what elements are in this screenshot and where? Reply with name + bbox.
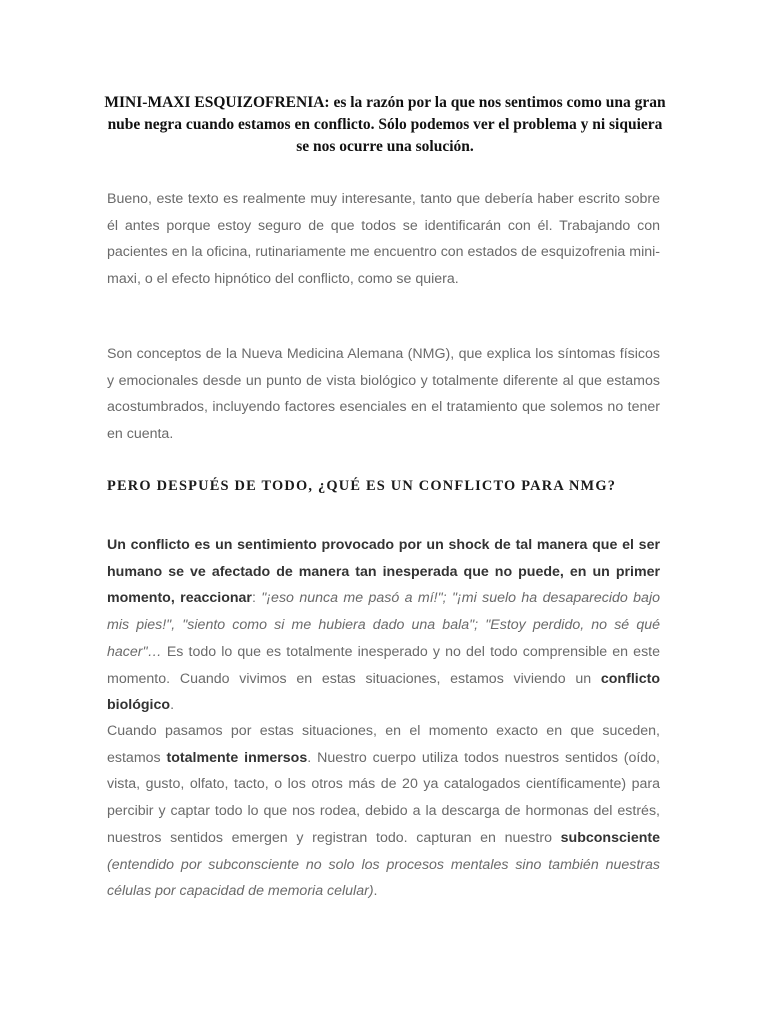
definition-bold-intro: Un conflicto es un sentimiento provocado por un shock de tal manera que el ser humano se ve afectado de manera tan inesperada que no puede, en un primer momento, reaccionar: [107, 537, 660, 607]
immersion-text-middle: . Nuestro cuerpo utiliza todos nuestros sentidos (oído, vista, gusto, olfato, tacto, o los otros más de 20 ya catalogados científicamente) para percibir y captar todo lo que nos rodea, debido a la descarga de hormonas del estrés, nuestros sentidos emergen y registran todo. capturan en nuestro: [107, 749, 661, 846]
immersion-period: .: [373, 883, 378, 900]
definition-colon: :: [251, 590, 262, 607]
immersion-bold-1: totalmente inmersos: [166, 749, 308, 766]
paragraph-nmg: Son conceptos de la Nueva Medicina Alemana (NMG), que explica los síntomas físicos y emocionales desde un punto de vista biológico y totalmente diferente al que estamos acostumbrados, incluyendo factores esenciales en el tratamiento que solemos no tener en cuenta.: [107, 346, 660, 443]
paragraph-conflict-definition: [107, 532, 660, 719]
paragraph-intro: Bueno, este texto es realmente muy interesante, tanto que debería haber escrito sobre él antes porque estoy seguro de que todos se identificarán con él. Trabajando con pacientes en la oficina, rutinariamente me encuentro con estados de esquizofrenia mini-maxi, o el efecto hipnótico del conflicto, como se quiera.: [107, 191, 660, 288]
definition-quotes: "¡eso nunca me pasó a mí!"; "¡mi suelo ha desaparecido bajo mis pies!", "siento como si me hubiera dado una bala"; "Estoy perdido, no sé qué hacer"…: [107, 590, 660, 660]
paragraph-immersion: [107, 718, 660, 905]
definition-text: Es todo lo que es totalmente inesperado y no del todo comprensible en este momento. Cuando vivimos en estas situaciones, estamos viviendo un: [107, 643, 660, 687]
document-title: [104, 92, 666, 158]
title-rest: : es la razón por la que nos sentimos como una gran nube negra cuando estamos en conflicto. Sólo podemos ver el problema y ni siquiera se nos ocurre una solución.: [107, 94, 666, 155]
immersion-text-start: Cuando pasamos por estas situaciones, en el momento exacto en que suceden, estamos: [107, 723, 660, 766]
immersion-italic-end: (entendido por subconsciente no solo los procesos mentales sino también nuestras células por capacidad de memoria celular): [107, 856, 660, 900]
definition-period: .: [170, 697, 175, 714]
section-heading: PERO DESPUÉS DE TODO, ¿QUÉ ES UN CONFLICTO PARA NMG?: [107, 478, 617, 494]
definition-bold-end: conflicto biológico: [107, 670, 660, 714]
title-bold-term: MINI-MAXI ESQUIZOFRENIA: [104, 94, 325, 111]
immersion-bold-2: subconsciente: [560, 829, 660, 846]
